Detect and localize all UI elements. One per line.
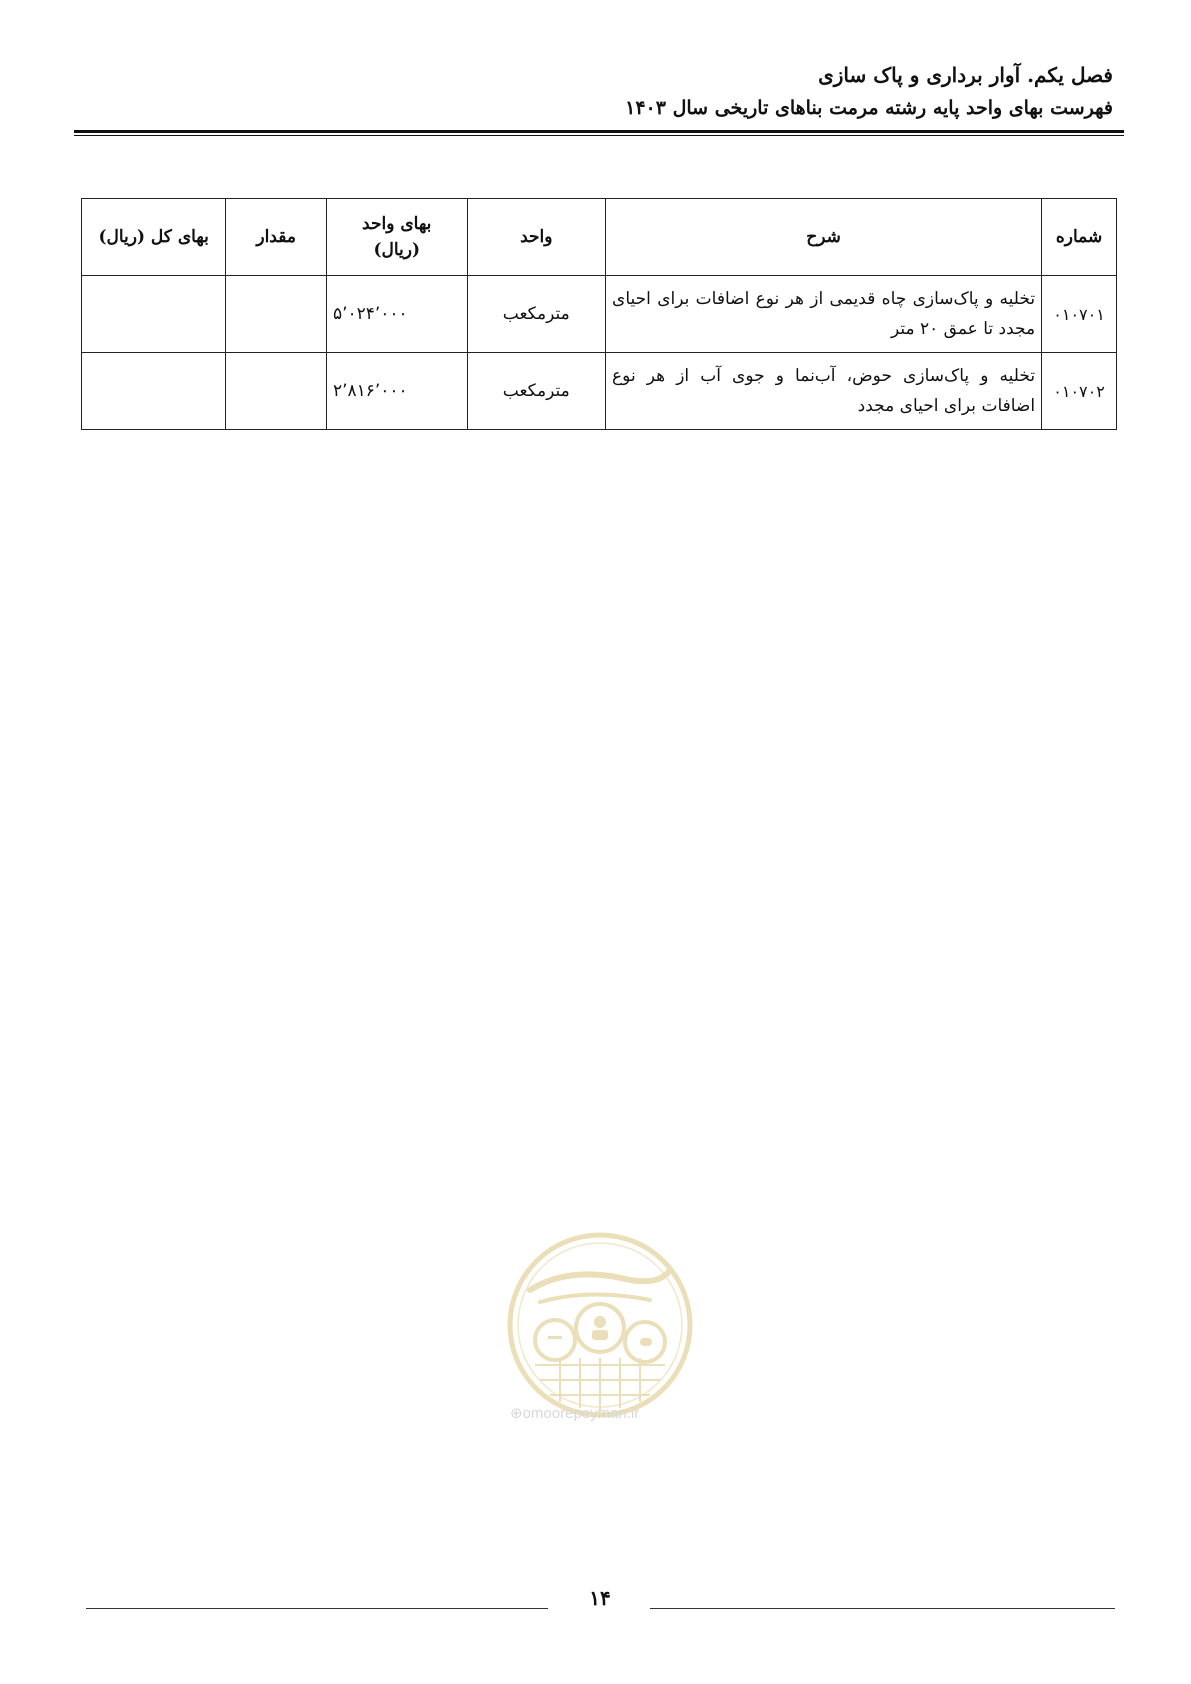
table-row: [82, 353, 1117, 430]
globe-icon: ⊕: [510, 1405, 523, 1422]
header-description: شرح: [606, 199, 1042, 276]
row-unit: مترمکعب: [467, 276, 606, 353]
header-unit-price-currency: (ریال): [373, 240, 420, 260]
header-rule-thick: [74, 130, 1124, 133]
price-list-table: [81, 198, 1117, 430]
header-quantity: مقدار: [226, 199, 327, 276]
page-number: ۱۴: [589, 1586, 611, 1610]
row-unit: مترمکعب: [467, 353, 606, 430]
document-title: فهرست بهای واحد پایه رشته مرمت بناهای تاریخی سال ۱۴۰۳: [625, 97, 1113, 119]
row-unit-price: ۲٬۸۱۶٬۰۰۰: [326, 353, 467, 430]
header-unit-price-label: بهای واحد: [362, 214, 432, 234]
row-code: ۰۱۰۷۰۲: [1042, 353, 1117, 430]
chapter-title: فصل یکم. آوار برداری و پاک سازی: [818, 63, 1113, 87]
header-unit-price: [326, 199, 467, 276]
header-rule-thin: [74, 135, 1124, 136]
watermark-url: [510, 1404, 710, 1422]
row-unit-price: ۵٬۰۲۴٬۰۰۰: [326, 276, 467, 353]
row-total-price: [82, 353, 226, 430]
row-description: تخلیه و پاک‌سازی حوض، آب‌نما و جوی آب از هر نوع اضافات برای احیای مجدد: [606, 353, 1042, 430]
row-quantity: [226, 276, 327, 353]
row-total-price: [82, 276, 226, 353]
footer-rule-left: [86, 1608, 548, 1609]
watermark-logo: [500, 1230, 700, 1420]
watermark-url-text: omoorepeyman.ir: [522, 1405, 640, 1422]
row-code: ۰۱۰۷۰۱: [1042, 276, 1117, 353]
footer-rule-right: [650, 1608, 1115, 1609]
header-unit: واحد: [467, 199, 606, 276]
row-quantity: [226, 353, 327, 430]
watermark-seal-icon: [500, 1230, 700, 1420]
table-row: [82, 276, 1117, 353]
page-header: [73, 58, 1113, 124]
header-total-price: بهای کل (ریال): [82, 199, 226, 276]
table-header-row: [82, 199, 1117, 276]
row-description: تخلیه و پاک‌سازی چاه قدیمی از هر نوع اضافات برای احیای مجدد تا عمق ۲۰ متر: [606, 276, 1042, 353]
header-code: شماره: [1042, 199, 1117, 276]
